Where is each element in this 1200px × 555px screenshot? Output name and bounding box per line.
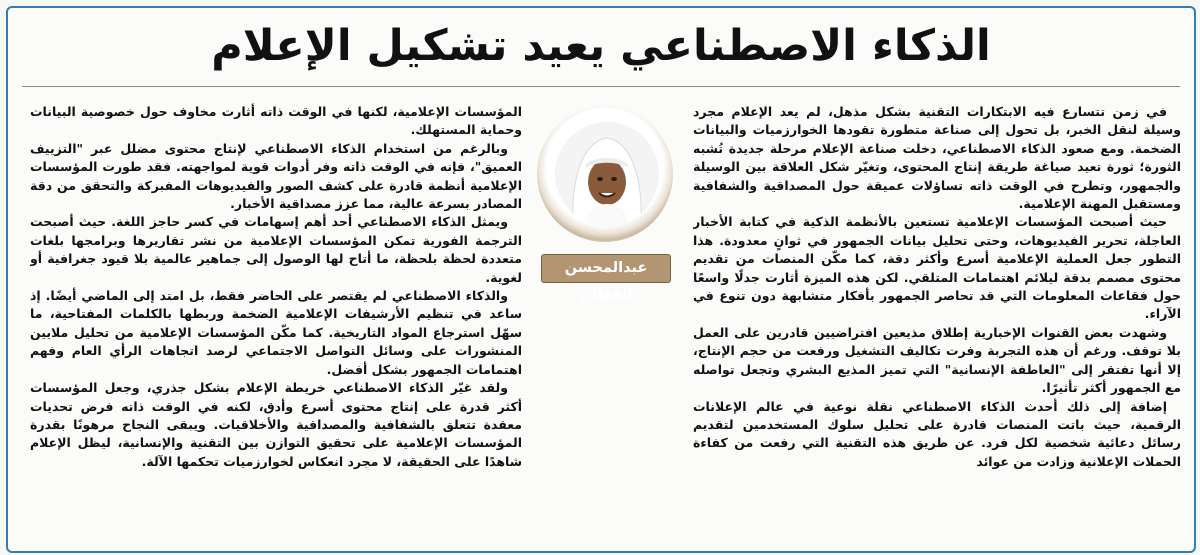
author-name-caption: عبدالمحسن القطان xyxy=(541,254,671,283)
newspaper-page xyxy=(6,6,1196,553)
author-photo-block xyxy=(533,106,678,303)
paragraph: حيث أصبحت المؤسسات الإعلامية تستعين بالأنظمة الذكية في كتابة الأخبار العاجلة، تحرير الفيديوهات، وحتى تحليل بيانات الجمهور في ثوانٍ معدودة. هذا التطور جعل العملية الإعلامية أسرع وأكثر دقة، كما مكّن المنصات من تقديم محتوى مصمم بدقة ليلائم اهتمامات المتلقي. لكن هذه الميزة أثارت جدلًا واسعًا حول فقاعات المعلومات التي قد تحاصر الجمهور بأفكار متشابهة دون تنوع في الآراء. xyxy=(693,214,1181,322)
author-portrait-icon xyxy=(555,122,659,226)
paragraph: وبالرغم من استخدام الذكاء الاصطناعي لإنتاج محتوى مضلل عبر "التزييف العميق"، فإنه في الوقت ذاته وفر أدوات قوية لمواجهته. فقد طورت المؤسسات الإعلامية أنظمة قادرة على كشف الصور والفيديوهات المفبركة والتحقق من دقة المصادر بسرعة عالية، مما عزز مصداقية الأخبار. xyxy=(30,140,522,212)
paragraph: في زمن تتسارع فيه الابتكارات التقنية بشكل مذهل، لم يعد الإعلام مجرد وسيلة لنقل الخبر، بل تحول إلى صناعة متطورة تقودها الخوارزميات والبيانات الضخمة. ومع صعود الذكاء الاصطناعي، دخلت صناعة الإعلام مرحلة جديدة تُشبه الثورة؛ ثورة تعيد صياغة طريقة إنتاج المحتوى، وتغيّر شكل العلاقة بين الوسيلة والجمهور، وتطرح في الوقت ذاته تساؤلات عميقة حول المصداقية والشفافية ومستقبل المهنة الإعلامية. xyxy=(693,104,1181,212)
paragraph: وشهدت بعض القنوات الإخبارية إطلاق مذيعين افتراضيين قادرين على العمل بلا توقف. ورغم أن هذه التجربة وفرت تكاليف التشغيل ورفعت من حجم الإنتاج، إلا أنها تفتقر إلى "العاطفة الإنسانية" التي تميز المذيع البشري وتجعل تواصله مع الجمهور أكثر تأثيرًا. xyxy=(693,324,1181,396)
article-column-left xyxy=(30,103,522,543)
paragraph: ولقد غيّر الذكاء الاصطناعي خريطة الإعلام بشكل جذري، وجعل المؤسسات أكثر قدرة على إنتاج محتوى أسرع وأدق، لكنه في الوقت ذاته فرض تحديات معقدة تتعلق بالشفافية والمصداقية والأخلاقيات. ويبقى النجاح مرهونًا بقدرة المؤسسات الإعلامية على تحقيق التوازن بين التقنية والإنسانية، ليظل الإعلام شاهدًا على الحقيقة، لا مجرد انعكاس لخوارزميات تحكمها الآلة. xyxy=(30,380,522,469)
paragraph: المؤسسات الإعلامية، لكنها في الوقت ذاته أثارت مخاوف حول خصوصية البيانات وحماية المستهلك. xyxy=(30,104,522,138)
author-photo xyxy=(555,122,659,226)
headline-rule xyxy=(22,86,1180,87)
headline: الذكاء الاصطناعي يعيد تشكيل الإعلام xyxy=(211,21,991,71)
paragraph: والذكاء الاصطناعي لم يقتصر على الحاضر فقط، بل امتد إلى الماضي أيضًا. إذ ساعد في تنظيم الأرشيفات الإعلامية الضخمة وربطها بالكلمات المفتاحية، ما سهّل استرجاع المواد التاريخية. كما مكّن المؤسسات الإعلامية من تحليل ملايين المنشورات على وسائل التواصل الاجتماعي لرصد اتجاهات الرأي العام وفهم اهتمامات الجمهور بشكل أفضل. xyxy=(30,288,522,377)
paragraph: إضافة إلى ذلك أحدث الذكاء الاصطناعي نقلة نوعية في عالم الإعلانات الرقمية، حيث باتت المنصات قادرة على تحليل سلوك المستخدمين لتقديم رسائل دعائية شخصية لكل فرد. عن طريق هذه التقنية التي رفعت من كفاءة الحملات الإعلانية وزادت من عوائد xyxy=(693,398,1181,469)
paragraph: ويمثل الذكاء الاصطناعي أحد أهم إسهامات في كسر حاجز اللغة. حيث أصبحت الترجمة الفورية تمكن المؤسسات الإعلامية من نشر تقاريرها وبرامجها بلغات متعددة لحظة بلحظة، ما أتاح لها الوصول إلى جماهير عالمية بلا قيود جغرافية أو لغوية. xyxy=(30,214,522,285)
article-column-right xyxy=(693,103,1181,543)
